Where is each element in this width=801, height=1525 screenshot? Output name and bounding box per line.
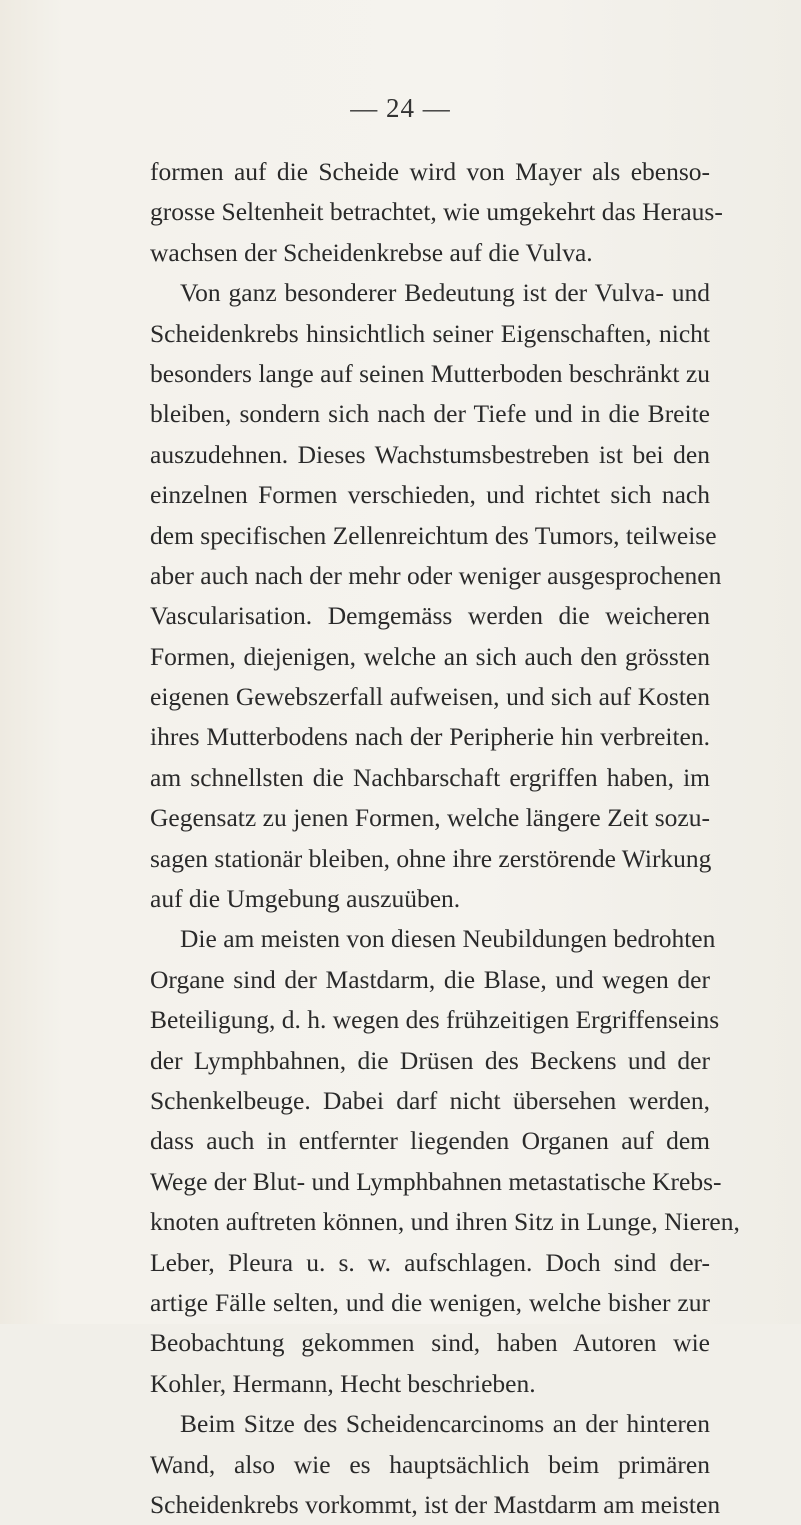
text-line: knoten auftreten können, und ihren Sitz in Lunge, Nieren, <box>150 1207 740 1237</box>
text-line: aber auch nach der mehr oder weniger ausgesprochenen <box>150 560 722 590</box>
text-line: bleiben, sondern sich nach der Tiefe und in die Breite <box>150 399 710 429</box>
text-line: Kohler, Hermann, Hecht beschrieben. <box>150 1368 536 1398</box>
text-line: dass auch in entfernter liegenden Organen auf dem <box>150 1126 710 1156</box>
text-line: Leber, Pleura u. s. w. aufschlagen. Doch sind der- <box>150 1247 710 1277</box>
text-line: auf die Umgebung auszuüben. <box>150 884 461 914</box>
text-line: Vascularisation. Demgemäss werden die weicheren <box>150 601 710 631</box>
text-line: auszudehnen. Dieses Wachstumsbestreben ist bei den <box>150 439 710 469</box>
text-line: Die am meisten von diesen Neubildungen bedrohten <box>180 924 716 954</box>
text-line: am schnellsten die Nachbarschaft ergriffen haben, im <box>150 762 710 792</box>
text-line: artige Fälle selten, und die wenigen, welche bisher zur <box>150 1287 710 1317</box>
text-line: Gegensatz zu jenen Formen, welche längere Zeit sozu- <box>150 803 710 833</box>
text-line: der Lymphbahnen, die Drüsen des Beckens und der <box>150 1045 710 1075</box>
text-line: Scheidenkrebs vorkommt, ist der Mastdarm am meisten <box>150 1489 721 1519</box>
text-line: Formen, diejenigen, welche an sich auch den grössten <box>150 641 710 671</box>
text-line: dem specifischen Zellenreichtum des Tumors, teilweise <box>150 520 717 550</box>
page-number: — 24 — <box>350 93 451 123</box>
text-line: Scheidenkrebs hinsichtlich seiner Eigenschaften, nicht <box>150 318 710 348</box>
text-line: einzelnen Formen verschieden, und richtet sich nach <box>150 480 710 510</box>
body-text <box>150 152 740 1525</box>
text-line: Wand, also wie es hauptsächlich beim primären <box>150 1449 710 1479</box>
text-line: grosse Seltenheit betrachtet, wie umgekehrt das Heraus- <box>150 197 723 227</box>
text-line: Organe sind der Mastdarm, die Blase, und wegen der <box>150 964 710 994</box>
text-line: besonders lange auf seinen Mutterboden beschränkt zu <box>150 358 710 388</box>
text-line: formen auf die Scheide wird von Mayer als ebenso- <box>150 157 710 186</box>
text-line: wachsen der Scheidenkrebse auf die Vulva. <box>150 237 593 267</box>
text-line: Schenkelbeuge. Dabei darf nicht übersehen werden, <box>150 1085 710 1115</box>
text-line: eigenen Gewebszerfall aufweisen, und sich auf Kosten <box>150 682 710 712</box>
text-line: sagen stationär bleiben, ohne ihre zerstörende Wirkung <box>150 843 712 873</box>
text-line: ihres Mutterbodens nach der Peripherie hin verbreiten. <box>150 722 710 752</box>
text-line: Wege der Blut- und Lymphbahnen metastatische Krebs- <box>150 1166 722 1196</box>
text-line: Beim Sitze des Scheidencarcinoms an der hinteren <box>180 1409 710 1439</box>
text-line: Beobachtung gekommen sind, haben Autoren wie <box>150 1328 710 1358</box>
text-line: Beteiligung, d. h. wegen des frühzeitigen Ergriffenseins <box>150 1005 720 1035</box>
text-line: Von ganz besonderer Bedeutung ist der Vulva- und <box>180 278 710 308</box>
